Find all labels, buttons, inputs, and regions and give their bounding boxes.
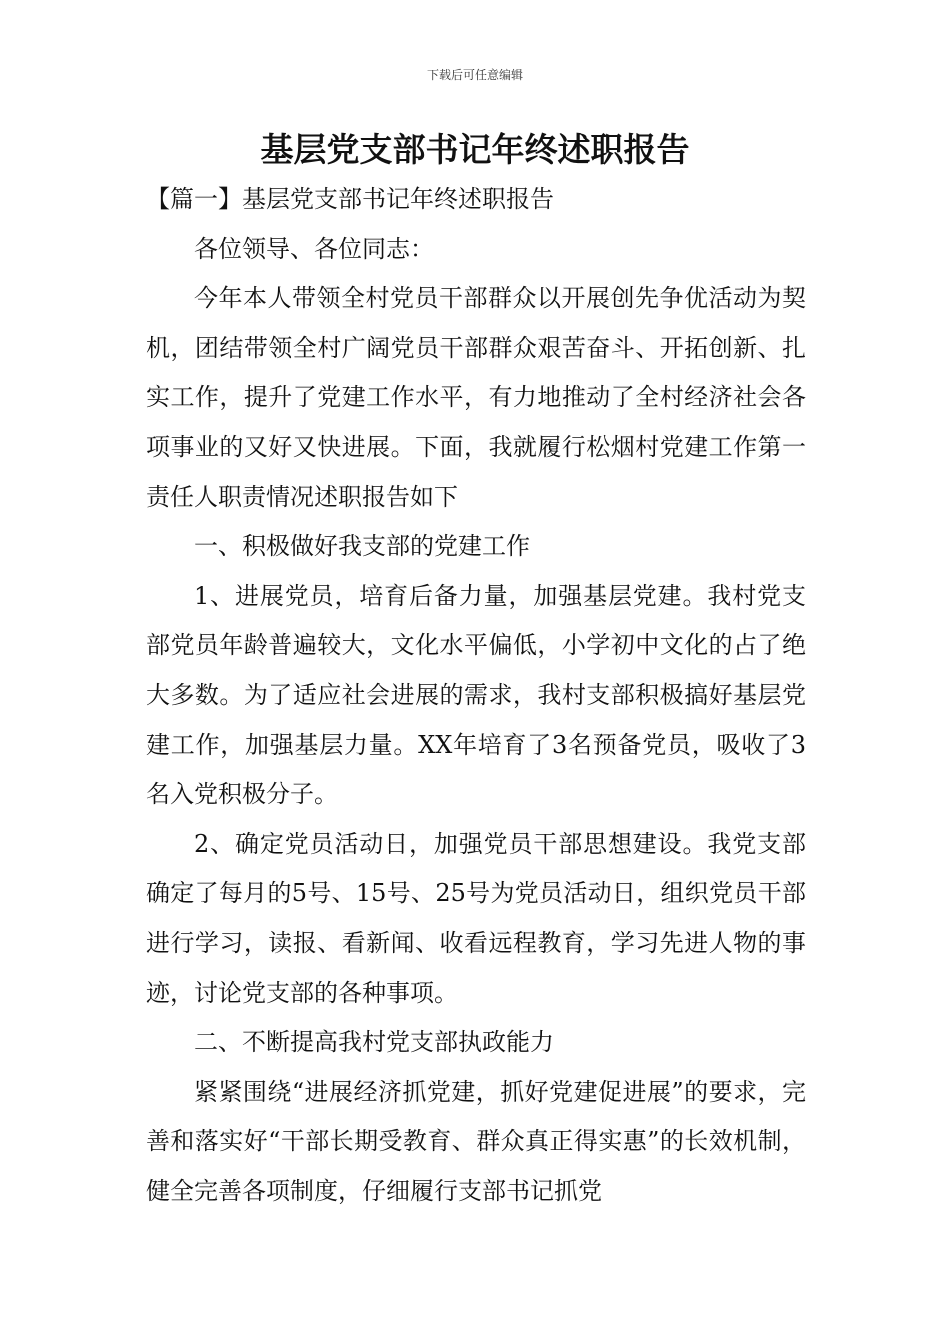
heading-section-one: 一、积极做好我支部的党建工作 xyxy=(194,532,530,561)
heading-section-two: 二、不断提高我村党支部执政能力 xyxy=(194,1028,554,1057)
document-body xyxy=(146,175,806,1216)
document-title: 基层党支部书记年终述职报告 xyxy=(260,130,690,169)
paragraph-item-one: 1、进展党员，培育后备力量，加强基层党建。我村党支部党员年龄普遍较大，文化水平偏低，小学初中文化的占了绝大多数。为了适应社会进展的需求，我村支部积极搞好基层党建工作，加强基层力量。XX年培育了3名预备党员，吸收了3名入党积极分子。 xyxy=(146,581,806,809)
section-subtitle: 【篇一】基层党支部书记年终述职报告 xyxy=(146,185,554,213)
paragraph-item-two: 2、确定党员活动日，加强党员干部思想建设。我党支部确定了每月的5号、15号、25号为党员活动日，组织党员干部进行学习，读报、看新闻、收看远程教育，学习先进人物的事迹，讨论党支部的各种事项。 xyxy=(146,829,806,1007)
page-header-note: 下载后可任意编辑 xyxy=(426,68,523,82)
paragraph-section-two-body: 紧紧围绕“进展经济抓党建，抓好党建促进展”的要求，完善和落实好“干部长期受教育、群众真正得实惠”的长效机制，健全完善各项制度，仔细履行支部书记抓党 xyxy=(146,1077,806,1205)
paragraph-salutation: 各位领导、各位同志： xyxy=(194,234,434,263)
paragraph-intro: 今年本人带领全村党员干部群众以开展创先争优活动为契机，团结带领全村广阔党员干部群众艰苦奋斗、开拓创新、扎实工作，提升了党建工作水平，有力地推动了全村经济社会各项事业的又好又快进展。下面，我就履行松烟村党建工作第一责任人职责情况述职报告如下 xyxy=(146,284,806,511)
